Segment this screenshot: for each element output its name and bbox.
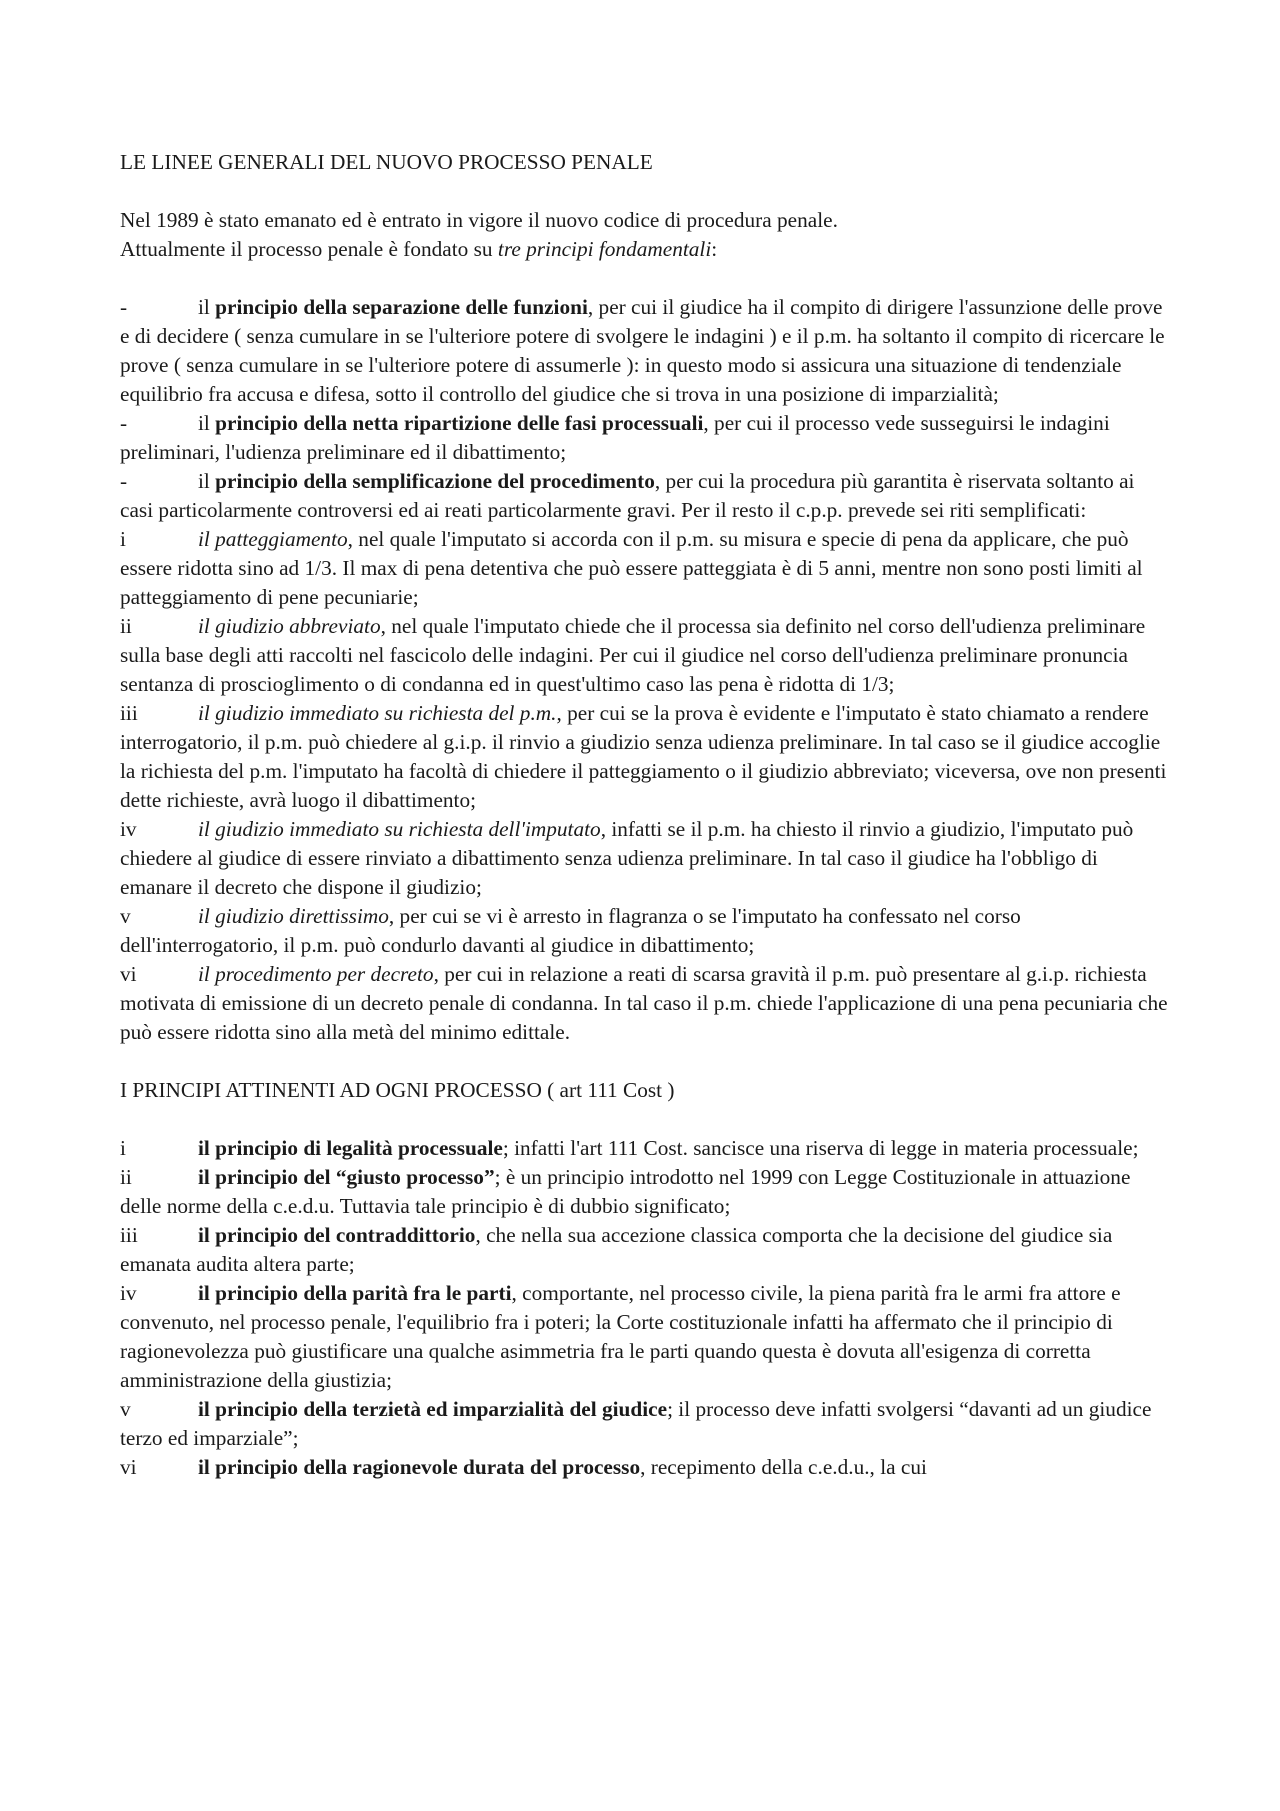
- list-item: v il principio della terzietà ed imparzialità del giudice; il processo deve infatti svolgersi “davanti ad un giudice terzo ed imparziale”;: [120, 1397, 1152, 1450]
- section-title: I PRINCIPI ATTINENTI AD OGNI PROCESSO ( art 111 Cost ): [120, 1078, 675, 1102]
- list-item: - il principio della separazione delle funzioni, per cui il giudice ha il compito di dirigere l'assunzione delle prove e di decidere ( senza cumulare in se l'ulteriore potere di svolgere le indagini ) e il p.m. ha soltanto il compito di ricercare le prove ( senza cumulare in se l'ulteriore potere di assumerle ): in questo modo si assicura una situazione di tendenziale equilibrio fra accusa e difesa, sotto il controllo del giudice che si trova in una posizione di imparzialità;: [120, 295, 1165, 406]
- list-item: iii il principio del contraddittorio, che nella sua accezione classica comporta che la decisione del giudice sia emanata audita altera parte;: [120, 1223, 1113, 1276]
- list-item: ii il principio del “giusto processo”; è un principio introdotto nel 1999 con Legge Costituzionale in attuazione delle norme della c.e.d.u. Tuttavia tale principio è di dubbio significato;: [120, 1165, 1131, 1218]
- list-item: i il patteggiamento, nel quale l'imputato si accorda con il p.m. su misura e specie di pena da applicare, che può essere ridotta sino ad 1/3. Il max di pena detentiva che può essere patteggiata è di 5 anni, mentre non sono posti limiti al patteggiamento di pene pecuniarie;: [120, 527, 1143, 609]
- list-item: - il principio della netta ripartizione delle fasi processuali, per cui il processo vede susseguirsi le indagini preliminari, l'udienza preliminare ed il dibattimento;: [120, 411, 1110, 464]
- intro-paragraph: Nel 1989 è stato emanato ed è entrato in vigore il nuovo codice di procedura penale. Attualmente il processo penale è fondato su tre principi fondamentali:: [120, 208, 838, 261]
- document-page: [120, 148, 1170, 1482]
- list-item: vi il principio della ragionevole durata del processo, recepimento della c.e.d.u., la cui: [120, 1455, 927, 1479]
- list-item: - il principio della semplificazione del procedimento, per cui la procedura più garantita è riservata soltanto ai casi particolarmente controversi ed ai reati particolarmente gravi. Per il resto il c.p.p. prevede sei riti semplificati:: [120, 469, 1135, 522]
- list-item: iv il principio della parità fra le parti, comportante, nel processo civile, la piena parità fra le armi fra attore e convenuto, nel processo penale, l'equilibrio fra i poteri; la Corte costituzionale infatti ha affermato che il principio di ragionevolezza può giustificare una qualche asimmetria fra le parti quando questa è dovuta all'esigenza di corretta amministrazione della giustizia;: [120, 1281, 1121, 1392]
- list-item: ii il giudizio abbreviato, nel quale l'imputato chiede che il processa sia definito nel corso dell'udienza preliminare sulla base degli atti raccolti nel fascicolo delle indagini. Per cui il giudice nel corso dell'udienza preliminare pronuncia sentanza di proscioglimento o di condanna ed in quest'ultimo caso las pena è ridotta di 1/3;: [120, 614, 1146, 696]
- list-item: iv il giudizio immediato su richiesta dell'imputato, infatti se il p.m. ha chiesto il rinvio a giudizio, l'imputato può chiedere al giudice di essere rinviato a dibattimento senza udienza preliminare. In tal caso il giudice ha l'obbligo di emanare il decreto che dispone il giudizio;: [120, 817, 1134, 899]
- list-item: vi il procedimento per decreto, per cui in relazione a reati di scarsa gravità il p.m. può presentare al g.i.p. richiesta motivata di emissione di un decreto penale di condanna. In tal caso il p.m. chiede l'applicazione di una pena pecuniaria che può essere ridotta sino alla metà del minimo edittale.: [120, 962, 1168, 1044]
- list-item: iii il giudizio immediato su richiesta del p.m., per cui se la prova è evidente e l'imputato è stato chiamato a rendere interrogatorio, il p.m. può chiedere al g.i.p. il rinvio a giudizio senza udienza preliminare. In tal caso se il giudice accoglie la richiesta del p.m. l'imputato ha facoltà di chiedere il patteggiamento o il giudizio abbreviato; viceversa, ove non presenti dette richieste, avrà luogo il dibattimento;: [120, 701, 1167, 812]
- section-title: LE LINEE GENERALI DEL NUOVO PROCESSO PENALE: [120, 150, 653, 174]
- list-item: v il giudizio direttissimo, per cui se vi è arresto in flagranza o se l'imputato ha confessato nel corso dell'interrogatorio, il p.m. può condurlo davanti al giudice in dibattimento;: [120, 904, 1021, 957]
- list-item: i il principio di legalità processuale; infatti l'art 111 Cost. sancisce una riserva di legge in materia processuale;: [120, 1136, 1139, 1160]
